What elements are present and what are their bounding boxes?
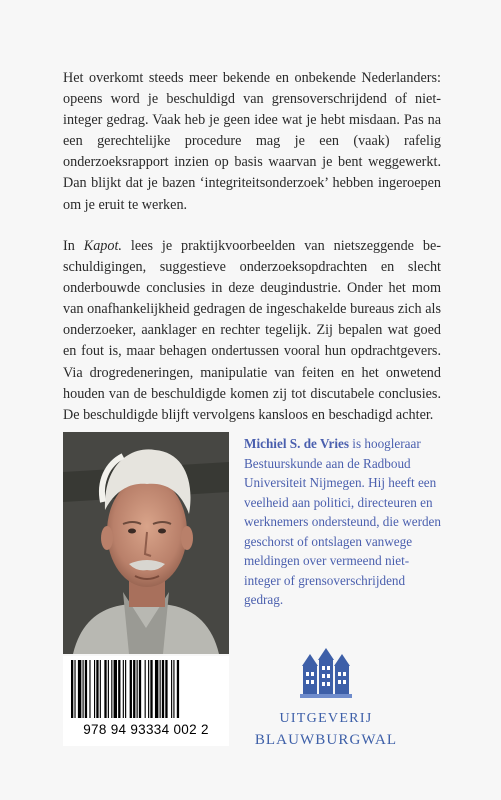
barcode-bar (118, 660, 120, 718)
barcode-bar (108, 660, 109, 718)
barcode-bar (173, 660, 174, 718)
book-title: Kapot. (83, 238, 122, 254)
barcode-bar (94, 660, 95, 718)
barcode-bar (111, 660, 112, 718)
barcode-bar (148, 660, 149, 718)
barcode-bar (125, 660, 126, 718)
publisher-name-line-1: UITGEVERIJ (279, 711, 373, 726)
barcode-bar (78, 660, 81, 718)
blurb-paragraph-1: Het overkomt steeds meer bekende en onbekende Nederlanders: opeens word je beschuldigd van grensoverschrijdend of niet-integer gedrag. Vaak heb je geen idee wat je hebt misdaan. Pas na een gerechtelijke procedure mag je een (vaak) rafelig onderzoeksrapport inzien op basis waarvan je bent weggewerkt. Dan blijkt dat je bazen ‘integriteitsonderzoek’ hebben ingeroepen om je eruit te werken. (63, 70, 441, 213)
barcode-bar (162, 660, 164, 718)
barcode-bar (114, 660, 117, 718)
barcode-bar (171, 660, 172, 718)
barcode-bars (63, 656, 229, 724)
barcode-bar (89, 660, 90, 718)
author-bio (244, 434, 444, 610)
barcode-bar (133, 660, 135, 718)
barcode-bar (177, 660, 179, 718)
barcode-bar (83, 660, 84, 718)
blurb-intro: In (63, 238, 84, 254)
author-photo (63, 432, 229, 654)
barcode-bar (74, 660, 75, 718)
publisher-logo-icon (300, 648, 352, 698)
barcode-bar (137, 660, 138, 718)
barcode-bar (71, 660, 73, 718)
barcode-bar (130, 660, 132, 718)
author-name: Michiel S. de Vries (244, 436, 349, 451)
barcode-bar (160, 660, 161, 718)
isbn-number: 978 94 93334 002 2 (83, 722, 209, 737)
blurb-paragraph-2 (63, 236, 441, 426)
author-bio-text: is hoogleraar Bestuurskunde aan de Radboud Universiteit Nijmegen. Hij heeft een veelheid aan politici, directeuren en werknemers ondersteund, die werden geschorst of ontslagen vanwege meldingen over vermeend niet-integer of grensoverschrijdend gedrag. (244, 436, 442, 607)
barcode-bar (139, 660, 141, 718)
barcode-bar (150, 660, 152, 718)
blurb-body: lees je praktijkvoorbeelden van nietszeggende beschuldigingen, suggestieve onderzoeksopdrachten en slecht onderbouwde conclusies in deze deugindustrie. Onder het mom van onafhankelijkheid gedragen de ingeschakelde bureaus zich als onderzoeker, aanklager en rechter tegelijk. Zij bepalen wat goed en fout is, maar behagen ondertussen vooral hun opdrachtgevers. Via drogredeneringen, manipulatie van feiten en het onwetend houden van de beschuldigde komen zij tot discutabele conclusies. De beschuldigde blijft vervolgens kansloos en beschadigd achter. (63, 238, 442, 423)
barcode-bar (96, 660, 98, 718)
publisher-name-line-2: BLAUWBURGWAL (254, 732, 398, 748)
barcode-bar (85, 660, 87, 718)
barcode-bar (100, 660, 101, 718)
barcode-bar (165, 660, 167, 718)
barcode-bar (145, 660, 146, 718)
barcode-bar (155, 660, 158, 718)
barcode-bar (104, 660, 106, 718)
barcode-bar (123, 660, 124, 718)
